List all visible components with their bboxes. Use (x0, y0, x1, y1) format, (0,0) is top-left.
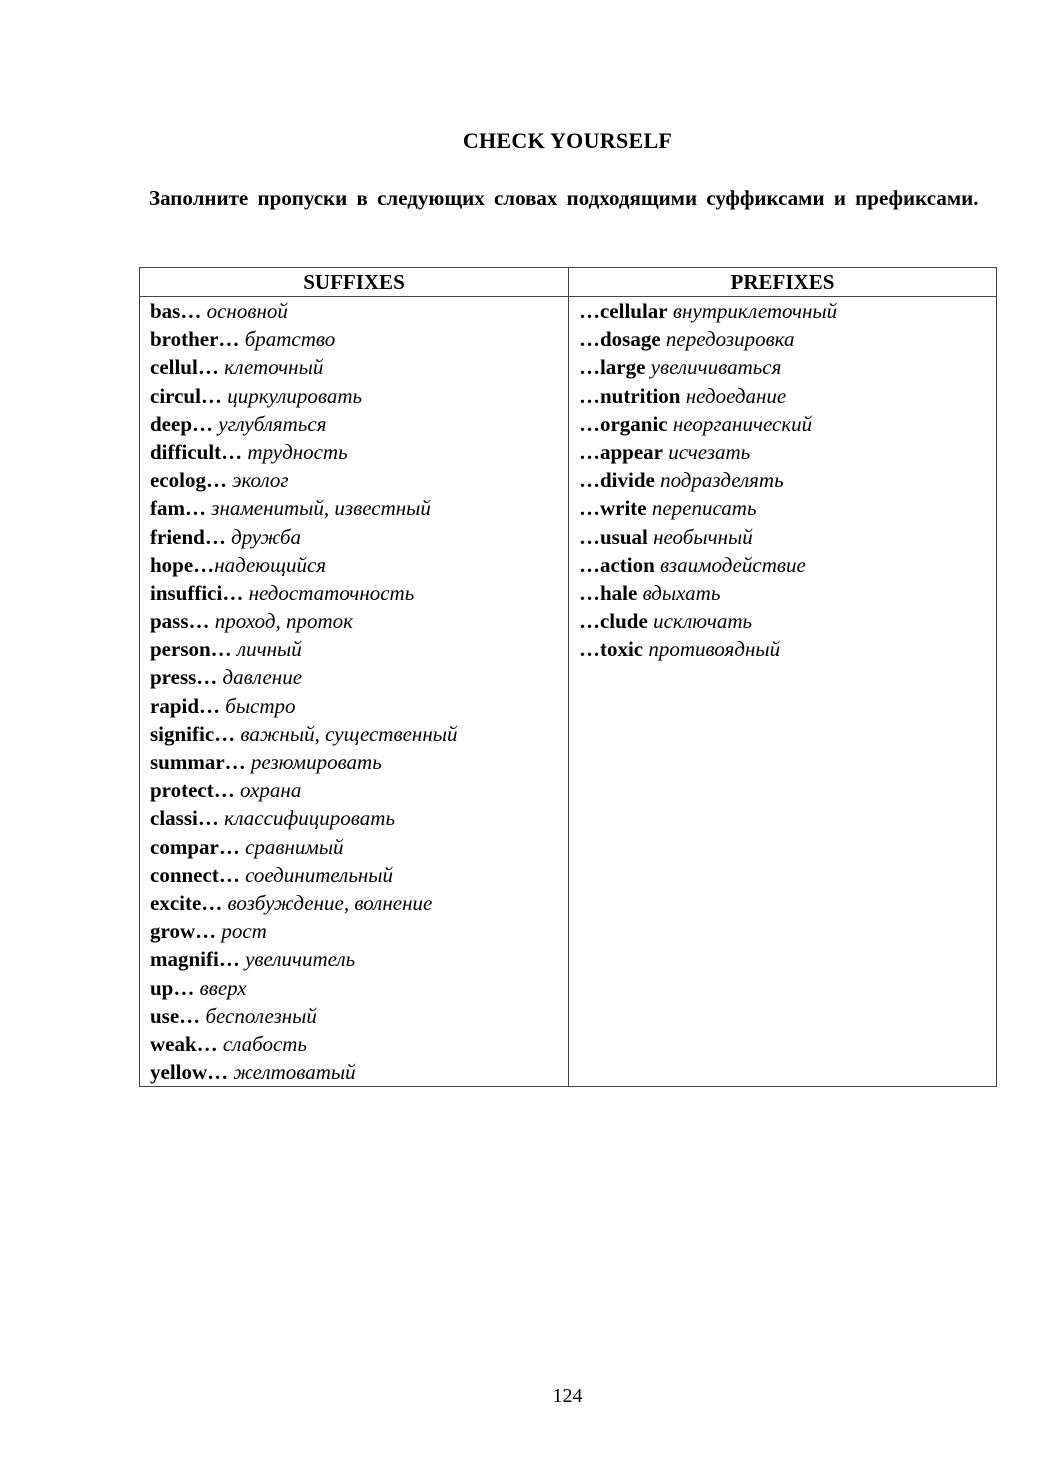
suffix-word: summar… (150, 750, 246, 774)
table-body-row (140, 297, 997, 1087)
prefix-word: …cellular (578, 299, 668, 323)
suffix-word: deep… (150, 411, 213, 436)
suffix-entry (150, 945, 568, 973)
suffix-gloss: охрана (240, 778, 302, 803)
suffix-gloss: бесполезный (205, 1003, 317, 1028)
prefix-word: …clude (578, 609, 648, 634)
suffix-word: magnifi… (150, 947, 240, 972)
suffix-gloss: резюмировать (250, 750, 382, 774)
prefix-entry (579, 438, 996, 466)
suffix-gloss: надеющийся (214, 552, 327, 577)
suffixes-column (140, 297, 569, 1087)
suffix-entry (150, 353, 568, 381)
prefix-word: …write (578, 496, 647, 521)
suffix-entry (150, 720, 568, 748)
suffix-entry (150, 579, 568, 607)
suffix-entry (150, 833, 568, 861)
suffix-entry (150, 494, 568, 522)
suffix-word: weak… (150, 1031, 218, 1056)
suffix-word: circul… (150, 383, 222, 408)
suffix-word: connect… (150, 862, 240, 887)
suffix-gloss: вверх (199, 975, 247, 1000)
suffix-gloss: быстро (225, 693, 296, 718)
prefix-word: …appear (578, 439, 663, 464)
prefix-gloss: исчезать (668, 439, 751, 464)
prefix-word: …nutrition (578, 383, 681, 408)
suffix-entry (150, 1058, 568, 1086)
suffix-gloss: классифицировать (224, 806, 395, 831)
prefix-gloss: необычный (653, 524, 753, 549)
prefix-entry (579, 466, 996, 494)
prefix-gloss: исключать (653, 609, 753, 634)
suffix-word: friend… (150, 524, 226, 549)
prefix-gloss: взаимодействие (660, 552, 806, 577)
suffix-gloss: трудность (247, 439, 348, 464)
suffixes-header: SUFFIXES (140, 268, 569, 297)
prefix-entry (579, 494, 996, 522)
prefix-entry (579, 635, 996, 663)
suffix-gloss: циркулировать (227, 383, 363, 408)
suffix-word: difficult… (150, 439, 243, 464)
suffix-word: person… (150, 637, 232, 662)
prefix-entry (579, 297, 996, 325)
suffix-entry (150, 776, 568, 804)
prefix-word: …divide (578, 468, 655, 493)
prefix-gloss: вдыхать (642, 580, 721, 605)
suffix-gloss: возбуждение, волнение (227, 890, 433, 915)
prefixes-column (568, 297, 996, 1087)
prefix-word: …toxic (578, 637, 644, 662)
suffix-gloss: недостаточность (248, 580, 415, 605)
suffix-word: use… (150, 1003, 201, 1028)
suffix-entry (150, 410, 568, 438)
prefix-word: …action (578, 552, 655, 577)
prefix-entry (579, 410, 996, 438)
suffix-gloss: дружба (231, 524, 302, 549)
suffix-entry (150, 1002, 568, 1030)
suffix-entry (150, 917, 568, 945)
suffix-word: protect… (150, 778, 235, 803)
prefix-gloss: внутриклеточный (672, 299, 838, 323)
suffix-word: rapid… (150, 693, 221, 718)
suffix-gloss: проход, проток (214, 609, 353, 634)
suffix-gloss: братство (244, 327, 336, 352)
suffix-word: insuffici… (150, 580, 244, 605)
suffix-word: brother… (150, 327, 240, 352)
suffix-entry (150, 382, 568, 410)
suffix-entry (150, 297, 568, 325)
prefix-gloss: противоядный (648, 637, 781, 662)
prefix-gloss: неорганический (672, 411, 813, 436)
suffix-word: fam… (150, 496, 206, 521)
suffix-entry (150, 607, 568, 635)
page-title: CHECK YOURSELF (462, 128, 673, 153)
suffix-word: pass… (150, 609, 210, 634)
suffix-entry (150, 663, 568, 691)
suffix-entry (150, 1030, 568, 1058)
suffix-gloss: увеличитель (245, 947, 356, 972)
page-number: 124 (552, 1385, 583, 1407)
prefix-gloss: передозировка (665, 327, 795, 352)
instruction-text: Заполните пропуски в следующих словах подходящими суффиксами и префиксами. (149, 186, 979, 210)
suffix-gloss: знаменитый, известный (211, 496, 431, 521)
suffix-gloss: эколог (232, 468, 289, 493)
suffix-entry (150, 523, 568, 551)
prefix-word: …organic (578, 411, 668, 436)
suffix-word: ecolog… (150, 468, 227, 493)
suffix-gloss: сравнимый (245, 834, 344, 859)
prefix-gloss: недоедание (685, 383, 787, 408)
suffix-entry (150, 325, 568, 353)
prefix-entry (579, 325, 996, 353)
suffix-gloss: давление (222, 665, 303, 690)
suffix-word: bas… (150, 299, 202, 323)
suffix-gloss: личный (236, 637, 302, 662)
suffix-word: hope… (150, 552, 215, 577)
prefix-entry (579, 523, 996, 551)
suffix-gloss: рост (221, 919, 267, 944)
suffix-gloss: желтоватый (233, 1060, 356, 1085)
prefix-entry (579, 551, 996, 579)
word-formation-table (139, 267, 997, 1087)
table-header-row (140, 268, 997, 297)
suffix-word: yellow… (150, 1060, 229, 1085)
suffix-gloss: слабость (222, 1031, 307, 1056)
prefix-gloss: переписать (651, 496, 757, 521)
suffix-entry (150, 748, 568, 776)
suffix-word: classi… (150, 806, 219, 831)
suffix-entry (150, 635, 568, 663)
prefix-entry (579, 607, 996, 635)
suffix-entry (150, 438, 568, 466)
suffix-entry (150, 889, 568, 917)
prefix-word: …large (578, 355, 646, 380)
suffix-word: excite… (150, 890, 223, 915)
suffix-gloss: углубляться (218, 411, 327, 436)
suffix-entry (150, 861, 568, 889)
suffix-gloss: клеточный (224, 355, 324, 380)
suffix-word: signific… (150, 721, 236, 746)
suffix-gloss: основной (206, 299, 288, 323)
suffix-word: press… (150, 665, 218, 690)
prefix-word: …hale (578, 580, 638, 605)
suffix-gloss: важный, существенный (240, 721, 458, 746)
prefix-word: …dosage (578, 327, 661, 352)
suffix-entry (150, 974, 568, 1002)
suffix-entry (150, 692, 568, 720)
prefix-gloss: подразделять (660, 468, 784, 493)
prefixes-header: PREFIXES (568, 268, 996, 297)
suffix-word: up… (150, 975, 195, 1000)
prefix-entry (579, 382, 996, 410)
suffix-word: compar… (150, 834, 240, 859)
prefix-entry (579, 353, 996, 381)
suffix-gloss: соединительный (245, 862, 394, 887)
suffix-entry (150, 466, 568, 494)
suffix-entry (150, 804, 568, 832)
prefix-word: …usual (578, 524, 648, 549)
prefix-gloss: увеличиваться (650, 355, 782, 380)
suffix-word: grow… (150, 919, 217, 944)
prefix-entry (579, 579, 996, 607)
suffix-word: cellul… (150, 355, 219, 380)
suffix-entry (150, 551, 568, 579)
